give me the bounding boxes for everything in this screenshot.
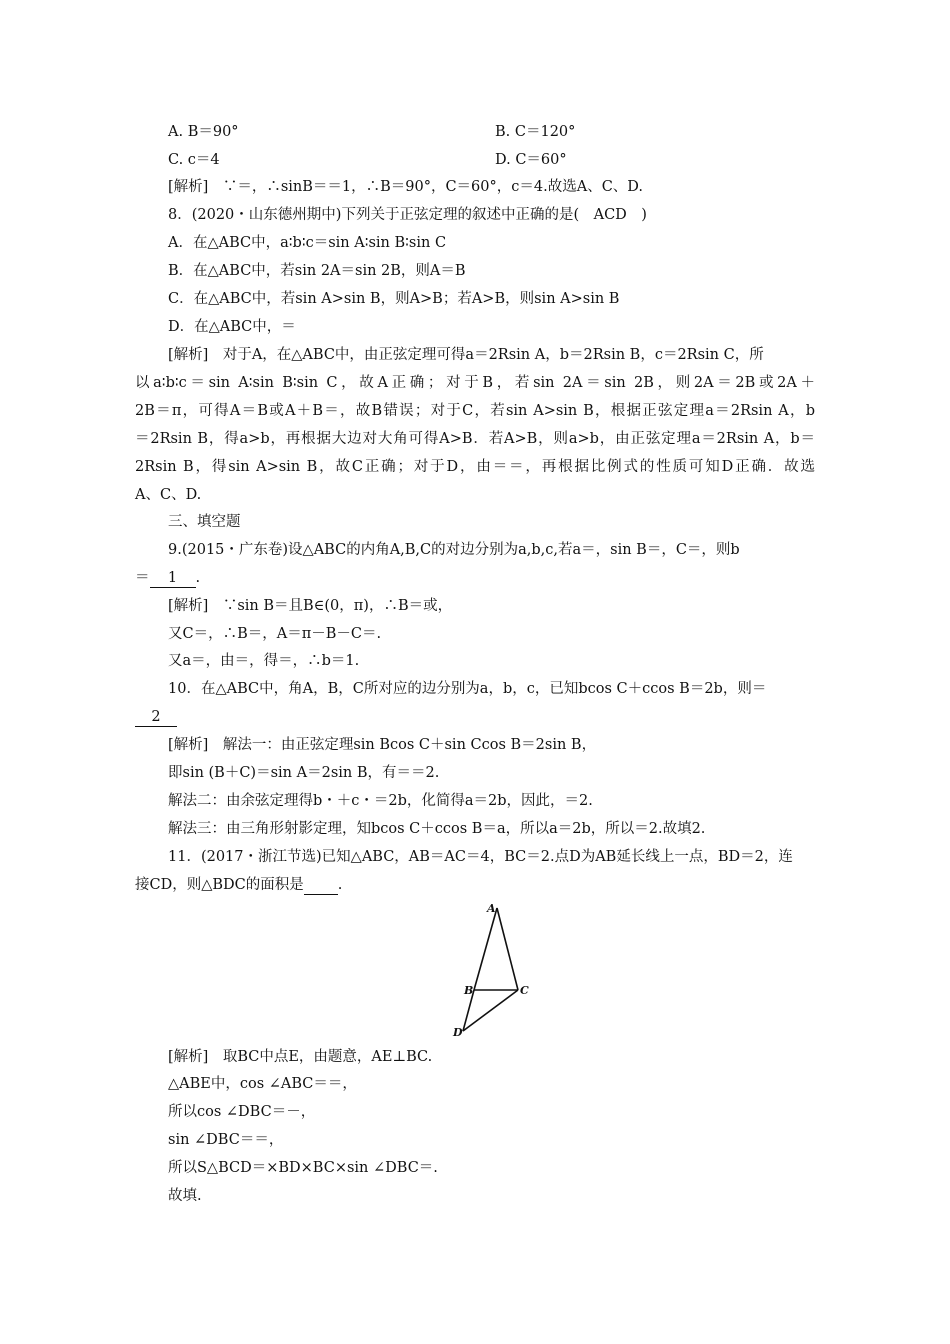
q8-solution-line: 2B＝π，可得A＝B或A＋B＝，故B错误；对于C，若sin A>sin B，根据正弦定理a＝2Rsin A，b	[135, 403, 815, 419]
q7-option-b: B. C＝120°	[495, 124, 576, 140]
q8-option-d: D．在△ABC中，＝	[168, 319, 296, 335]
q8-option-a: A．在△ABC中，a∶b∶c＝sin A∶sin B∶sin C	[168, 235, 447, 251]
q9-stem: 9.(2015・广东卷)设△ABC的内角A,B,C的对边分别为a,b,c,若a＝，sin B＝，C＝，则b	[168, 542, 740, 558]
q10-answer-blank: 2	[135, 708, 177, 727]
q7-option-d: D. C＝60°	[495, 152, 567, 168]
q8-solution-line: ＝2Rsin B，得a>b，再根据大边对大角可得A>B．若A>B，则a>b，由正弦定理a＝2Rsin A，b＝	[135, 431, 815, 447]
q8-solution-line: 2Rsin B，得sin A>sin B，故C正确；对于D，由＝＝，再根据比例式的性质可知D正确．故选	[135, 459, 815, 475]
q10-solution-line: 即sin (B＋C)＝sin A＝2sin B，有＝＝2.	[168, 765, 440, 781]
label-C: C	[520, 984, 529, 997]
q11-stem: 11．(2017・浙江节选)已知△ABC，AB＝AC＝4，BC＝2.点D为AB延长线上一点，BD＝2，连	[168, 849, 793, 865]
q9-solution-line: [解析] ∵sin B＝且B∈(0，π)，∴B＝或，	[168, 598, 453, 614]
label-D: D	[453, 1026, 463, 1039]
label-B: B	[464, 984, 474, 997]
q11-solution-line: 所以S△BCD＝×BD×BC×sin ∠DBC＝.	[168, 1160, 438, 1176]
q9-stem-cont	[135, 568, 200, 588]
q11-answer-blank	[304, 876, 338, 895]
q11-period: .	[337, 877, 343, 893]
q10-solution-line: 解法二：由余弦定理得b・＋c・＝2b，化简得a＝2b，因此，＝2.	[168, 793, 593, 809]
q9-answer-blank: 1	[150, 569, 196, 588]
q11-solution-line: 所以cos ∠DBC＝－，	[168, 1104, 316, 1120]
q7-option-a: A. B＝90°	[168, 124, 239, 140]
q8-option-c: C．在△ABC中，若sin A>sin B，则A>B；若A>B，则sin A>sin B	[168, 291, 620, 307]
q8-option-b: B．在△ABC中，若sin 2A＝sin 2B，则A＝B	[168, 263, 466, 279]
label-A: A	[487, 902, 496, 915]
q8-solution-line: 以a∶b∶c＝sin A∶sin B∶sin C，故A正确；对于B，若sin 2A＝sin 2B，则2A＝2B或2A＋	[135, 375, 815, 391]
triangle-figure	[445, 898, 545, 1040]
q9-equals: ＝	[135, 570, 150, 586]
q7-option-c: C. c＝4	[168, 152, 220, 168]
q10-solution-line: [解析] 解法一：由正弦定理sin Bcos C＋sin Ccos B＝2sin B，	[168, 737, 597, 753]
q10-stem: 10．在△ABC中，角A，B，C所对应的边分别为a，b，c，已知bcos C＋ccos B＝2b，则＝	[168, 681, 767, 697]
q9-period: .	[195, 570, 201, 586]
q9-solution-line: 又a＝，由＝，得＝，∴b＝1.	[168, 653, 360, 669]
q7-solution: [解析] ∵＝，∴sinB＝＝1，∴B＝90°，C＝60°，c＝4.故选A、C、D.	[168, 179, 644, 195]
segment-AB	[474, 908, 497, 990]
q11-stem-cont	[135, 875, 342, 895]
q11-solution-line: [解析] 取BC中点E，由题意，AE⊥BC.	[168, 1049, 433, 1065]
q11-solution-line: △ABE中，cos ∠ABC＝＝，	[168, 1076, 357, 1092]
q11-stem-text: 接CD，则△BDC的面积是	[135, 877, 304, 893]
q8-solution-line: [解析] 对于A，在△ABC中，由正弦定理可得a＝2Rsin A，b＝2Rsin B，c＝2Rsin C，所	[168, 347, 764, 363]
q8-solution-line: A、C、D.	[135, 487, 202, 503]
q10-stem-cont	[135, 707, 177, 727]
segment-AC	[497, 908, 518, 990]
q9-solution-line: 又C＝，∴B＝，A＝π－B－C＝.	[168, 626, 382, 642]
q10-solution-line: 解法三：由三角形射影定理，知bcos C＋ccos B＝a，所以a＝2b，所以＝2.故填2.	[168, 821, 706, 837]
q11-solution-line: 故填.	[168, 1188, 202, 1204]
q8-stem: 8．(2020・山东德州期中)下列关于正弦定理的叙述中正确的是( ACD )	[168, 207, 647, 223]
q11-solution-line: sin ∠DBC＝＝，	[168, 1132, 284, 1148]
section-heading: 三、填空题	[168, 514, 241, 530]
